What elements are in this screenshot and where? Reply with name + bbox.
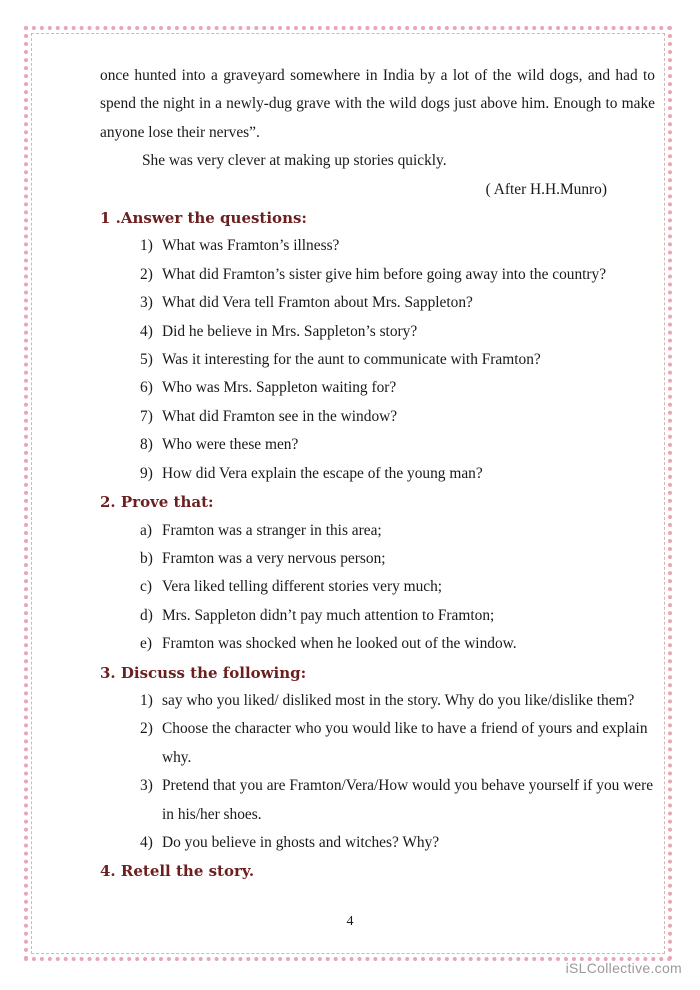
item-text: How did Vera explain the escape of the young man? (162, 464, 483, 482)
exercise-sections (100, 204, 655, 886)
item-text: say who you liked/ disliked most in the story. Why do you like/dislike them? (162, 691, 635, 709)
exercise-section (100, 204, 655, 488)
question-list (100, 232, 655, 488)
question-item (100, 545, 655, 573)
item-text: What did Framton’s sister give him before going away into the country? (162, 265, 607, 283)
question-item (100, 715, 655, 772)
item-marker: e) (140, 635, 152, 653)
item-marker: a) (140, 521, 152, 539)
item-text: Was it interesting for the aunt to communicate with Framton? (162, 351, 541, 369)
item-marker: 3) (140, 294, 153, 312)
question-item (100, 346, 655, 374)
item-text: Choose the character who you would like to have a friend of yours and explain why. (162, 720, 648, 766)
item-marker: 4) (140, 833, 153, 851)
author-attribution: ( After H.H.Munro) (485, 180, 607, 198)
item-marker: 2) (140, 265, 153, 283)
exercise-section (100, 488, 655, 658)
item-marker: 2) (140, 720, 153, 738)
item-marker: 3) (140, 777, 153, 795)
section-heading: 4. Retell the story. (100, 862, 255, 881)
question-item (100, 602, 655, 630)
item-text: Who were these men? (162, 436, 299, 454)
item-marker: 1) (140, 237, 153, 255)
item-text: Framton was a very nervous person; (162, 549, 386, 567)
story-paragraph: once hunted into a graveyard somewhere in India by a lot of the wild dogs, and had to spend the night in a newly-dug grave with the wild dogs just above him. Enough to make anyone lose their nerves”. (100, 67, 655, 141)
item-marker: 5) (140, 351, 153, 369)
question-item (100, 829, 655, 857)
item-text: Vera liked telling different stories very much; (162, 578, 443, 596)
question-list (100, 687, 655, 857)
item-text: Do you believe in ghosts and witches? Why? (162, 833, 440, 851)
item-marker: 9) (140, 464, 153, 482)
item-marker: 8) (140, 436, 153, 454)
question-item (100, 232, 655, 260)
item-marker: 4) (140, 322, 153, 340)
item-text: What did Vera tell Framton about Mrs. Sappleton? (162, 294, 473, 312)
item-text: Pretend that you are Framton/Vera/How would you behave yourself if you were in his/her shoes. (162, 777, 654, 823)
exercise-section (100, 857, 655, 885)
item-text: What did Framton see in the window? (162, 407, 398, 425)
question-item (100, 517, 655, 545)
question-item (100, 460, 655, 488)
item-text: Did he believe in Mrs. Sappleton’s story? (162, 322, 418, 340)
question-item (100, 403, 655, 431)
watermark-text: iSLCollective.com (565, 960, 682, 976)
question-item (100, 261, 655, 289)
question-item (100, 772, 655, 829)
item-marker: c) (140, 578, 152, 596)
item-marker: d) (140, 606, 153, 624)
question-list (100, 517, 655, 659)
document-body (100, 62, 655, 886)
question-item (100, 630, 655, 658)
question-item (100, 431, 655, 459)
item-marker: 1) (140, 691, 153, 709)
item-marker: 6) (140, 379, 153, 397)
question-item (100, 318, 655, 346)
closing-sentence: She was very clever at making up stories quickly. (142, 152, 447, 170)
item-text: What was Framton’s illness? (162, 237, 340, 255)
page-number: 4 (346, 914, 354, 929)
question-item (100, 573, 655, 601)
item-text: Framton was shocked when he looked out of the window. (162, 635, 517, 653)
question-item (100, 289, 655, 317)
item-text: Mrs. Sappleton didn’t pay much attention to Framton; (162, 606, 495, 624)
item-text: Who was Mrs. Sappleton waiting for? (162, 379, 397, 397)
question-item (100, 374, 655, 402)
item-marker: b) (140, 549, 153, 567)
section-heading: 2. Prove that: (100, 493, 214, 512)
exercise-section (100, 659, 655, 858)
question-item (100, 687, 655, 715)
section-heading: 3. Discuss the following: (100, 663, 307, 682)
item-text: Framton was a stranger in this area; (162, 521, 382, 539)
section-heading: 1 .Answer the questions: (100, 209, 307, 228)
item-marker: 7) (140, 407, 153, 425)
